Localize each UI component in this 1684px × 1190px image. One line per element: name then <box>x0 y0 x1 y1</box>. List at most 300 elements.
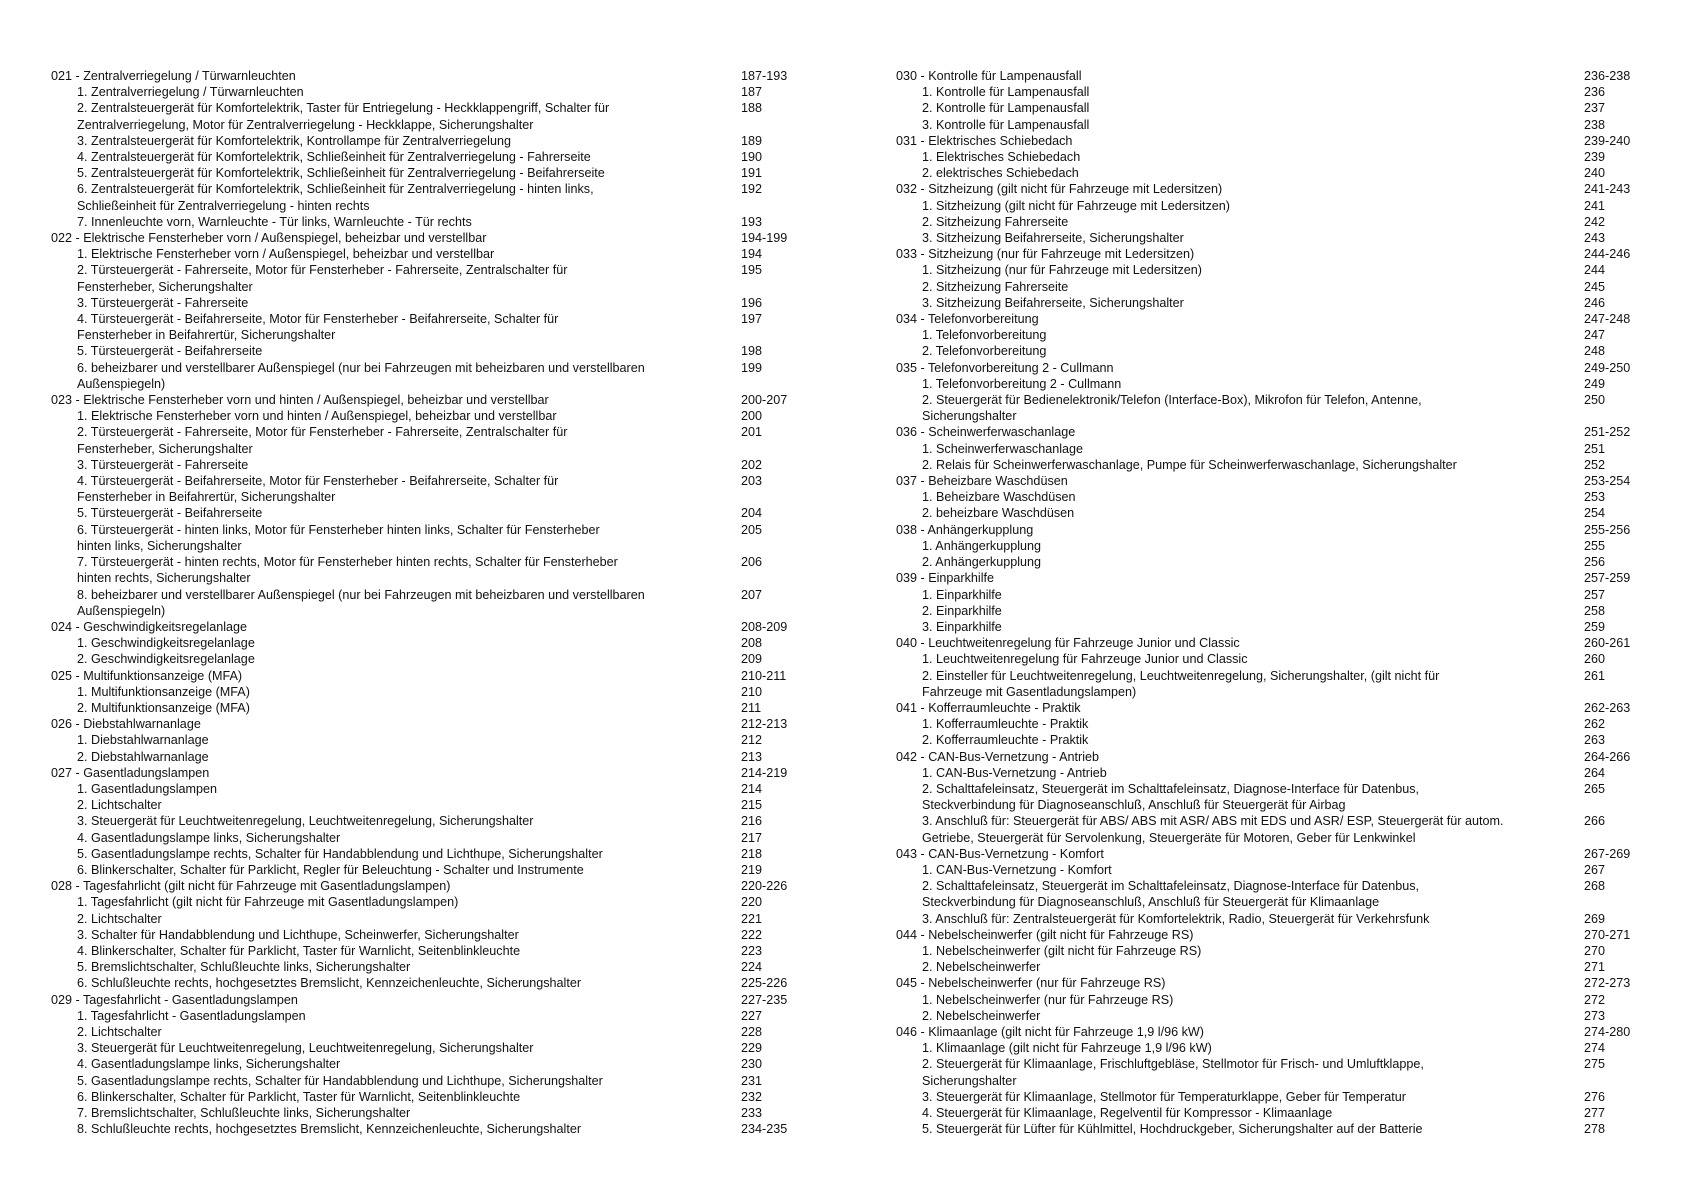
toc-entry-page: 205 <box>741 522 763 537</box>
toc-entry-title: 028 - Tagesfahrlicht (gilt nicht für Fahrzeuge mit Gasentladungslampen) <box>51 879 451 894</box>
toc-subentry <box>896 230 1636 246</box>
toc-section-entry <box>51 230 803 246</box>
toc-subentry <box>51 181 803 213</box>
toc-subentry <box>896 149 1636 165</box>
toc-entry-title: 1. Beheizbare Waschdüsen <box>922 490 1076 505</box>
toc-subentry <box>51 749 803 765</box>
toc-subentry <box>51 554 803 586</box>
toc-subentry <box>51 846 803 862</box>
toc-subentry <box>896 1105 1636 1121</box>
toc-entry-page: 210 <box>741 684 763 699</box>
toc-entry-page: 192 <box>741 182 763 197</box>
toc-entry-page: 217 <box>741 830 763 845</box>
toc-section-entry <box>896 1024 1636 1040</box>
toc-entry-page: 216 <box>741 814 763 829</box>
toc-subentry <box>51 84 803 100</box>
toc-column-right <box>896 68 1636 1137</box>
toc-entry-title: 1. Nebelscheinwerfer (gilt nicht für Fahrzeuge RS) <box>922 943 1202 958</box>
toc-entry-title: 2. Lichtschalter <box>77 798 162 813</box>
toc-entry-title: 1. Anhängerkupplung <box>922 538 1042 553</box>
toc-subentry <box>896 1089 1636 1105</box>
toc-subentry <box>896 392 1636 424</box>
toc-subentry <box>51 505 803 521</box>
toc-entry-page: 229 <box>741 1041 763 1056</box>
toc-subentry <box>896 376 1636 392</box>
toc-entry-title: 5. Türsteuergerät - Beifahrerseite <box>77 506 263 521</box>
toc-subentry <box>51 246 803 262</box>
toc-section-entry <box>51 765 803 781</box>
toc-entry-title: 1. CAN-Bus-Vernetzung - Antrieb <box>922 765 1107 780</box>
toc-entry-page: 253-254 <box>1584 474 1631 489</box>
toc-entry-page: 253 <box>1584 490 1606 505</box>
toc-entry-page: 246 <box>1584 295 1606 310</box>
toc-entry-title: 041 - Kofferraumleuchte - Praktik <box>896 700 1081 715</box>
toc-entry-page: 227-235 <box>741 992 788 1007</box>
toc-subentry <box>896 619 1636 635</box>
toc-entry-title: 2. Zentralsteuergerät für Komfortelektrik, Taster für Entriegelung - Heckklappengriff, Schalter für Zentralverriegelung, Motor für Zentralverriegelung - Heckklappe, Sicherungshalter <box>77 101 610 132</box>
toc-entry-title: 024 - Geschwindigkeitsregelanlage <box>51 619 248 634</box>
toc-entry-title: 3. Steuergerät für Klimaanlage, Stellmotor für Temperaturklappe, Geber für Temperatur <box>922 1089 1406 1104</box>
toc-entry-title: 2. Sitzheizung Fahrerseite <box>922 214 1069 229</box>
toc-entry-page: 245 <box>1584 279 1606 294</box>
toc-entry-title: 3. Türsteuergerät - Fahrerseite <box>77 457 249 472</box>
toc-entry-page: 198 <box>741 344 763 359</box>
toc-subentry <box>51 1121 803 1137</box>
toc-section-entry <box>896 846 1636 862</box>
toc-entry-title: 4. Gasentladungslampe links, Sicherungshalter <box>77 830 341 845</box>
toc-column-left <box>51 68 803 1137</box>
toc-entry-title: 3. Einparkhilfe <box>922 619 1002 634</box>
toc-section-entry <box>51 992 803 1008</box>
toc-entry-title: 044 - Nebelscheinwerfer (gilt nicht für Fahrzeuge RS) <box>896 927 1194 942</box>
toc-entry-title: 5. Türsteuergerät - Beifahrerseite <box>77 344 263 359</box>
toc-entry-page: 214 <box>741 781 763 796</box>
toc-subentry <box>51 149 803 165</box>
toc-entry-title: 2. Geschwindigkeitsregelanlage <box>77 652 255 667</box>
toc-entry-title: 3. Anschluß für: Steuergerät für ABS/ ABS mit ASR/ ABS mit EDS und ASR/ ESP, Steuergerät für autom. Getriebe, Steuergerät für Servolenkung, Steuergeräte für Motoren, Geber für Lenkwinkel <box>922 814 1504 845</box>
toc-entry-page: 220-226 <box>741 879 788 894</box>
toc-entry-title: 1. Zentralverriegelung / Türwarnleuchten <box>77 85 304 100</box>
toc-entry-title: 1. Elektrisches Schiebedach <box>922 150 1081 165</box>
toc-subentry <box>51 1073 803 1089</box>
toc-entry-page: 247-248 <box>1584 312 1631 327</box>
toc-section-entry <box>51 668 803 684</box>
toc-entry-page: 266 <box>1584 814 1606 829</box>
toc-entry-page: 188 <box>741 101 763 116</box>
toc-entry-title: 1. Nebelscheinwerfer (nur für Fahrzeuge RS) <box>922 992 1174 1007</box>
toc-entry-page: 241-243 <box>1584 182 1631 197</box>
toc-entry-page: 191 <box>741 166 763 181</box>
toc-subentry <box>51 894 803 910</box>
toc-subentry <box>896 554 1636 570</box>
toc-entry-title: 1. Multifunktionsanzeige (MFA) <box>77 684 250 699</box>
toc-entry-page: 270 <box>1584 943 1606 958</box>
toc-entry-page: 256 <box>1584 555 1606 570</box>
toc-entry-title: 2. Diebstahlwarnanlage <box>77 749 209 764</box>
toc-entry-title: 4. Steuergerät für Klimaanlage, Regelventil für Kompressor - Klimaanlage <box>922 1106 1333 1120</box>
toc-subentry <box>896 279 1636 295</box>
toc-entry-title: 033 - Sitzheizung (nur für Fahrzeuge mit Ledersitzen) <box>896 247 1195 262</box>
toc-entry-page: 272 <box>1584 992 1606 1007</box>
toc-entry-title: 1. Telefonvorbereitung <box>922 328 1047 343</box>
toc-entry-page: 275 <box>1584 1057 1606 1072</box>
toc-entry-page: 190 <box>741 150 763 165</box>
toc-subentry <box>51 862 803 878</box>
toc-subentry <box>51 1040 803 1056</box>
toc-entry-title: 8. Schlußleuchte rechts, hochgesetztes Bremslicht, Kennzeichenleuchte, Sicherungshalter <box>77 1122 582 1137</box>
toc-subentry <box>51 522 803 554</box>
toc-entry-page: 214-219 <box>741 765 788 780</box>
toc-entry-page: 197 <box>741 312 763 327</box>
toc-entry-title: 1. Leuchtweitenregelung für Fahrzeuge Junior und Classic <box>922 652 1248 667</box>
toc-entry-title: 038 - Anhängerkupplung <box>896 522 1034 537</box>
toc-entry-page: 208 <box>741 636 763 651</box>
toc-subentry <box>896 100 1636 116</box>
toc-entry-page: 257 <box>1584 587 1606 602</box>
toc-entry-title: 8. beheizbarer und verstellbarer Außenspiegel (nur bei Fahrzeugen mit beheizbaren und verstellbaren Außenspiegeln) <box>77 587 645 618</box>
toc-section-entry <box>896 570 1636 586</box>
toc-entry-page: 264-266 <box>1584 749 1631 764</box>
toc-entry-page: 278 <box>1584 1122 1606 1137</box>
toc-section-entry <box>896 522 1636 538</box>
toc-subentry <box>896 603 1636 619</box>
toc-entry-page: 259 <box>1584 619 1606 634</box>
toc-entry-page: 276 <box>1584 1089 1606 1104</box>
toc-entry-page: 271 <box>1584 960 1606 975</box>
toc-entry-title: 2. Kontrolle für Lampenausfall <box>922 101 1090 116</box>
toc-entry-page: 248 <box>1584 344 1606 359</box>
toc-entry-title: 3. Schalter für Handabblendung und Lichthupe, Scheinwerfer, Sicherungshalter <box>77 927 519 942</box>
toc-entry-page: 207 <box>741 587 763 602</box>
toc-entry-page: 203 <box>741 474 763 489</box>
toc-entry-title: 6. Blinkerschalter, Schalter für Parklicht, Taster für Warnlicht, Seitenblinkleuchte <box>77 1089 521 1104</box>
toc-entry-page: 267-269 <box>1584 846 1631 861</box>
toc-entry-page: 204 <box>741 506 763 521</box>
toc-entry-title: 1. Telefonvorbereitung 2 - Cullmann <box>922 376 1122 391</box>
toc-subentry <box>51 214 803 230</box>
toc-section-entry <box>896 311 1636 327</box>
toc-section-entry <box>896 975 1636 991</box>
toc-subentry <box>51 927 803 943</box>
toc-entry-page: 251-252 <box>1584 425 1631 440</box>
toc-entry-page: 260-261 <box>1584 636 1631 651</box>
toc-section-entry <box>51 392 803 408</box>
toc-section-entry <box>896 68 1636 84</box>
toc-entry-title: 029 - Tagesfahrlicht - Gasentladungslampen <box>51 992 298 1007</box>
toc-entry-page: 211 <box>741 700 762 715</box>
toc-subentry <box>896 959 1636 975</box>
toc-subentry <box>896 165 1636 181</box>
toc-entry-title: 2. Telefonvorbereitung <box>922 344 1047 359</box>
toc-entry-page: 221 <box>741 911 763 926</box>
toc-entry-title: 1. CAN-Bus-Vernetzung - Komfort <box>922 862 1112 877</box>
toc-entry-title: 1. Einparkhilfe <box>922 587 1002 602</box>
toc-subentry <box>896 1008 1636 1024</box>
toc-entry-page: 263 <box>1584 733 1606 748</box>
toc-entry-title: 3. Zentralsteuergerät für Komfortelektrik, Kontrollampe für Zentralverriegelung <box>77 133 511 148</box>
toc-entry-page: 251 <box>1584 441 1606 456</box>
toc-entry-page: 209 <box>741 652 763 667</box>
toc-subentry <box>51 797 803 813</box>
toc-entry-page: 196 <box>741 295 763 310</box>
toc-entry-title: 2. Türsteuergerät - Fahrerseite, Motor für Fensterheber - Fahrerseite, Zentralschalter für Fensterheber, Sicherungshalter <box>77 425 568 456</box>
toc-subentry <box>51 165 803 181</box>
toc-entry-title: 037 - Beheizbare Waschdüsen <box>896 474 1068 489</box>
toc-entry-title: 1. Tagesfahrlicht (gilt nicht für Fahrzeuge mit Gasentladungslampen) <box>77 895 459 910</box>
toc-entry-page: 247 <box>1584 328 1606 343</box>
toc-entry-title: 7. Bremslichtschalter, Schlußleuchte links, Sicherungshalter <box>77 1106 411 1120</box>
toc-entry-page: 215 <box>741 798 763 813</box>
toc-entry-title: 2. Schalttafeleinsatz, Steuergerät im Schalttafeleinsatz, Diagnose-Interface für Datenbus, Steckverbindung für Diagnoseanschluß, Anschluß für Steuergerät für Klimaanlage <box>922 879 1420 910</box>
toc-entry-title: 1. Scheinwerferwaschanlage <box>922 441 1084 456</box>
toc-section-entry <box>896 133 1636 149</box>
toc-entry-title: 039 - Einparkhilfe <box>896 571 995 586</box>
toc-subentry <box>896 813 1636 845</box>
toc-entry-title: 034 - Telefonvorbereitung <box>896 312 1039 327</box>
toc-entry-page: 257-259 <box>1584 571 1631 586</box>
toc-subentry <box>51 311 803 343</box>
toc-entry-title: 4. Blinkerschalter, Schalter für Parklicht, Taster für Warnlicht, Seitenblinkleuchte <box>77 943 521 958</box>
toc-entry-title: 3. Kontrolle für Lampenausfall <box>922 117 1090 132</box>
toc-subentry <box>51 975 803 991</box>
toc-entry-page: 274 <box>1584 1041 1606 1056</box>
toc-entry-title: 3. Türsteuergerät - Fahrerseite <box>77 295 249 310</box>
toc-entry-title: 5. Bremslichtschalter, Schlußleuchte links, Sicherungshalter <box>77 960 411 975</box>
toc-entry-page: 277 <box>1584 1106 1606 1120</box>
toc-entry-title: 6. Türsteuergerät - hinten links, Motor für Fensterheber hinten links, Schalter für Fensterheber hinten links, Sicherungshalter <box>77 522 600 553</box>
toc-entry-page: 239 <box>1584 150 1606 165</box>
toc-entry-page: 269 <box>1584 911 1606 926</box>
toc-entry-title: 2. Nebelscheinwerfer <box>922 960 1041 975</box>
toc-entry-page: 241 <box>1584 198 1606 213</box>
toc-entry-title: 4. Gasentladungslampe links, Sicherungshalter <box>77 1057 341 1072</box>
toc-entry-page: 231 <box>741 1073 763 1088</box>
toc-subentry <box>896 668 1636 700</box>
toc-entry-page: 195 <box>741 263 763 278</box>
toc-entry-title: 030 - Kontrolle für Lampenausfall <box>896 69 1082 83</box>
toc-section-entry <box>896 700 1636 716</box>
toc-entry-title: 3. Anschluß für: Zentralsteuergerät für Komfortelektrik, Radio, Steuergerät für Verkehrsfunk <box>922 911 1430 926</box>
toc-subentry <box>896 1121 1636 1137</box>
toc-entry-title: 2. Schalttafeleinsatz, Steuergerät im Schalttafeleinsatz, Diagnose-Interface für Datenbus, Steckverbindung für Diagnoseanschluß, Anschluß für Steuergerät für Airbag <box>922 781 1420 813</box>
toc-entry-title: 6. beheizbarer und verstellbarer Außenspiegel (nur bei Fahrzeugen mit beheizbaren und verstellbaren Außenspiegeln) <box>77 360 645 391</box>
toc-entry-title: 040 - Leuchtweitenregelung für Fahrzeuge Junior und Classic <box>896 636 1240 651</box>
toc-entry-title: 026 - Diebstahlwarnanlage <box>51 717 201 732</box>
toc-entry-title: 1. Kontrolle für Lampenausfall <box>922 85 1090 100</box>
toc-subentry <box>51 100 803 132</box>
toc-subentry <box>896 862 1636 878</box>
toc-entry-page: 228 <box>741 1024 763 1039</box>
toc-subentry <box>51 943 803 959</box>
toc-subentry <box>51 343 803 359</box>
toc-entry-title: 2. Steuergerät für Bedienelektronik/Telefon (Interface-Box), Mikrofon für Telefon, Antenne, Sicherungshalter <box>922 393 1422 424</box>
toc-subentry <box>51 959 803 975</box>
toc-entry-page: 264 <box>1584 765 1606 780</box>
toc-entry-title: 1. Diebstahlwarnanlage <box>77 733 209 748</box>
toc-entry-title: 1. Tagesfahrlicht - Gasentladungslampen <box>77 1008 306 1023</box>
toc-entry-title: 4. Türsteuergerät - Beifahrerseite, Motor für Fensterheber - Beifahrerseite, Schalter für Fensterheber in Beifahrertür, Sicherungshalter <box>77 312 559 343</box>
toc-section-entry <box>896 360 1636 376</box>
toc-subentry <box>896 878 1636 910</box>
toc-entry-page: 234-235 <box>741 1122 788 1137</box>
toc-subentry <box>896 489 1636 505</box>
toc-entry-title: 027 - Gasentladungslampen <box>51 765 210 780</box>
toc-entry-title: 4. Türsteuergerät - Beifahrerseite, Motor für Fensterheber - Beifahrerseite, Schalter für Fensterheber in Beifahrertür, Sicherungshalter <box>77 474 559 505</box>
toc-entry-page: 254 <box>1584 506 1606 521</box>
toc-subentry <box>51 424 803 456</box>
toc-subentry <box>51 911 803 927</box>
toc-entry-title: 022 - Elektrische Fensterheber vorn / Außenspiegel, beheizbar und verstellbar <box>51 231 487 246</box>
toc-entry-title: 2. Einsteller für Leuchtweitenregelung, Leuchtweitenregelung, Sicherungshalter, (gilt nicht für Fahrzeuge mit Gasentladungslampen) <box>922 668 1440 699</box>
toc-entry-title: 023 - Elektrische Fensterheber vorn und hinten / Außenspiegel, beheizbar und verstellbar <box>51 393 549 408</box>
toc-section-entry <box>51 68 803 84</box>
toc-subentry <box>896 765 1636 781</box>
toc-entry-page: 193 <box>741 214 763 229</box>
toc-entry-page: 255 <box>1584 538 1606 553</box>
toc-subentry <box>896 1056 1636 1088</box>
toc-subentry <box>896 262 1636 278</box>
toc-entry-title: 6. Blinkerschalter, Schalter für Parklicht, Regler für Beleuchtung - Schalter und Instrumente <box>77 862 584 877</box>
toc-subentry <box>896 505 1636 521</box>
toc-entry-title: 2. Lichtschalter <box>77 911 162 926</box>
toc-section-entry <box>51 716 803 732</box>
toc-subentry <box>896 943 1636 959</box>
toc-entry-page: 238 <box>1584 117 1606 132</box>
toc-entry-page: 262 <box>1584 717 1606 732</box>
toc-section-entry <box>896 927 1636 943</box>
toc-section-entry <box>51 619 803 635</box>
toc-subentry <box>896 911 1636 927</box>
toc-subentry <box>51 813 803 829</box>
toc-subentry <box>51 587 803 619</box>
toc-subentry <box>51 1056 803 1072</box>
toc-entry-page: 244-246 <box>1584 247 1631 262</box>
toc-subentry <box>896 295 1636 311</box>
toc-entry-title: 046 - Klimaanlage (gilt nicht für Fahrzeuge 1,9 l/96 kW) <box>896 1024 1204 1039</box>
toc-section-entry <box>896 246 1636 262</box>
toc-subentry <box>896 214 1636 230</box>
toc-entry-page: 249 <box>1584 376 1606 391</box>
toc-entry-page: 212 <box>741 733 763 748</box>
toc-entry-page: 225-226 <box>741 976 788 991</box>
toc-entry-page: 272-273 <box>1584 976 1631 991</box>
toc-subentry <box>896 198 1636 214</box>
toc-subentry <box>896 992 1636 1008</box>
toc-subentry <box>51 700 803 716</box>
toc-entry-page: 194 <box>741 247 763 262</box>
toc-entry-page: 252 <box>1584 457 1606 472</box>
toc-entry-title: 2. Lichtschalter <box>77 1024 162 1039</box>
toc-entry-page: 236 <box>1584 85 1606 100</box>
toc-entry-page: 222 <box>741 927 763 942</box>
toc-entry-page: 250 <box>1584 393 1606 408</box>
toc-section-entry <box>896 749 1636 765</box>
toc-entry-title: 2. Relais für Scheinwerferwaschanlage, Pumpe für Scheinwerferwaschanlage, Sicherungshalter <box>922 457 1457 472</box>
toc-subentry <box>51 1008 803 1024</box>
toc-entry-title: 1. Elektrische Fensterheber vorn / Außenspiegel, beheizbar und verstellbar <box>77 247 495 262</box>
toc-entry-title: 2. Anhängerkupplung <box>922 555 1042 570</box>
toc-subentry <box>51 295 803 311</box>
toc-entry-title: 4. Zentralsteuergerät für Komfortelektrik, Schließeinheit für Zentralverriegelung - Fahrerseite <box>77 150 591 165</box>
toc-entry-title: 1. Sitzheizung (nur für Fahrzeuge mit Ledersitzen) <box>922 263 1202 278</box>
toc-subentry <box>51 360 803 392</box>
toc-entry-title: 7. Innenleuchte vorn, Warnleuchte - Tür links, Warnleuchte - Tür rechts <box>77 214 472 229</box>
toc-entry-page: 260 <box>1584 652 1606 667</box>
toc-section-entry <box>896 424 1636 440</box>
toc-subentry <box>51 473 803 505</box>
toc-subentry <box>51 1089 803 1105</box>
toc-entry-title: 032 - Sitzheizung (gilt nicht für Fahrzeuge mit Ledersitzen) <box>896 182 1223 197</box>
toc-entry-title: 025 - Multifunktionsanzeige (MFA) <box>51 668 243 683</box>
toc-entry-title: 5. Zentralsteuergerät für Komfortelektrik, Schließeinheit für Zentralverriegelung - Beifahrerseite <box>77 166 605 181</box>
toc-subentry <box>896 781 1636 813</box>
toc-entry-title: 6. Schlußleuchte rechts, hochgesetztes Bremslicht, Kennzeichenleuchte, Sicherungshalter <box>77 976 582 991</box>
toc-subentry <box>896 587 1636 603</box>
toc-entry-title: 2. Einparkhilfe <box>922 603 1002 618</box>
toc-entry-page: 208-209 <box>741 619 788 634</box>
toc-entry-page: 223 <box>741 943 763 958</box>
toc-entry-page: 274-280 <box>1584 1024 1631 1039</box>
toc-section-entry <box>896 181 1636 197</box>
toc-entry-page: 200 <box>741 409 763 424</box>
toc-subentry <box>51 732 803 748</box>
toc-entry-page: 265 <box>1584 781 1606 796</box>
toc-entry-title: 036 - Scheinwerferwaschanlage <box>896 425 1076 440</box>
toc-entry-page: 270-271 <box>1584 927 1631 942</box>
toc-entry-title: 6. Zentralsteuergerät für Komfortelektrik, Schließeinheit für Zentralverriegelung - hinten links, Schließeinheit für Zentralverriegelung - hinten rechts <box>77 182 594 213</box>
toc-entry-page: 255-256 <box>1584 522 1631 537</box>
toc-section-entry <box>896 635 1636 651</box>
toc-entry-title: 2. Nebelscheinwerfer <box>922 1008 1041 1023</box>
toc-subentry <box>896 441 1636 457</box>
toc-entry-title: 1. Gasentladungslampen <box>77 781 218 796</box>
toc-entry-page: 199 <box>741 360 763 375</box>
toc-entry-page: 237 <box>1584 101 1606 116</box>
toc-entry-page: 268 <box>1584 879 1606 894</box>
toc-entry-page: 261 <box>1584 668 1606 683</box>
toc-entry-title: 5. Gasentladungslampe rechts, Schalter für Handabblendung und Lichthupe, Sicherungshalter <box>77 846 603 861</box>
toc-subentry <box>896 1040 1636 1056</box>
toc-entry-page: 258 <box>1584 603 1606 618</box>
toc-entry-page: 243 <box>1584 231 1606 246</box>
toc-entry-page: 194-199 <box>741 231 788 246</box>
toc-section-entry <box>51 878 803 894</box>
toc-subentry <box>896 651 1636 667</box>
toc-entry-title: 035 - Telefonvorbereitung 2 - Cullmann <box>896 360 1114 375</box>
toc-subentry <box>51 1024 803 1040</box>
toc-entry-title: 5. Steuergerät für Lüfter für Kühlmittel, Hochdruckgeber, Sicherungshalter auf der Batterie <box>922 1122 1423 1137</box>
toc-entry-page: 189 <box>741 133 763 148</box>
toc-entry-title: 1. Klimaanlage (gilt nicht für Fahrzeuge 1,9 l/96 kW) <box>922 1041 1212 1056</box>
toc-entry-title: 045 - Nebelscheinwerfer (nur für Fahrzeuge RS) <box>896 976 1166 991</box>
toc-entry-title: 1. Sitzheizung (gilt nicht für Fahrzeuge mit Ledersitzen) <box>922 198 1230 213</box>
toc-subentry <box>51 457 803 473</box>
toc-subentry <box>51 133 803 149</box>
toc-subentry <box>896 117 1636 133</box>
toc-entry-title: 3. Sitzheizung Beifahrerseite, Sicherungshalter <box>922 231 1184 246</box>
toc-entry-title: 2. Türsteuergerät - Fahrerseite, Motor für Fensterheber - Fahrerseite, Zentralschalter für Fensterheber, Sicherungshalter <box>77 263 568 294</box>
toc-entry-page: 219 <box>741 862 763 877</box>
toc-entry-page: 249-250 <box>1584 360 1631 375</box>
toc-entry-page: 267 <box>1584 862 1606 877</box>
toc-entry-page: 242 <box>1584 214 1606 229</box>
toc-entry-page: 227 <box>741 1008 763 1023</box>
toc-entry-title: 2. beheizbare Waschdüsen <box>922 506 1075 521</box>
toc-entry-title: 1. Elektrische Fensterheber vorn und hinten / Außenspiegel, beheizbar und verstellbar <box>77 409 557 424</box>
toc-entry-title: 043 - CAN-Bus-Vernetzung - Komfort <box>896 846 1104 861</box>
toc-subentry <box>896 732 1636 748</box>
toc-subentry <box>51 781 803 797</box>
